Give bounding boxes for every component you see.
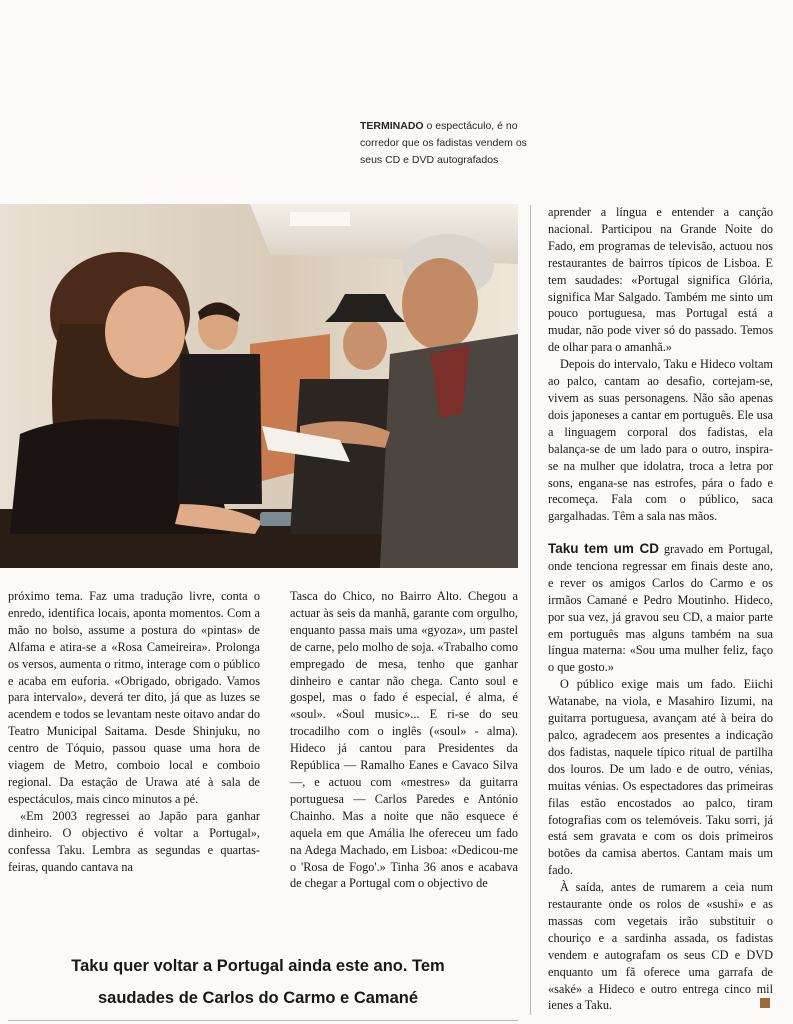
paragraph: Depois do intervalo, Taku e Hideco voltam ao palco, cantam ao desafio, cortejam-se, vivem as suas personagens. Não são apenas dois japoneses a cantar em português. Ele usa a linguagem corporal dos fadistas, ela balança-se de um lado para o outro, inspira-se na mulher que idolatra, troca a letra por sons, engana-se nas estrofes, pára o fado e recomeça. Fala com o público, saca gargalhadas. Têm a sala nas mãos.: [548, 357, 773, 524]
paragraph: O público exige mais um fado. Eiichi Watanabe, na viola, e Masahiro Iizumi, na guitarra portuguesa, avançam até à beira do palco, agradecem aos presentes a indicação dos fadistas, naquele típico ritual de partilha dos louros. De um lado e de outro, vénias, muitas vénias. Os espectadores das primeiras filas estão encostados ao palco, tiram fotografias com os telemóveis. Taku sorri, já está sem gravata e com os dois primeiros botões da camisa abertos. Cantam mais um fado.: [548, 677, 773, 878]
paragraph: próximo tema. Faz uma tradução livre, conta o enredo, identifica locais, aponta momentos. Com a mão no bolso, assume a postura do «pintas» de Alfama e atira-se a «Rosa Cameireira». Prolonga os versos, aumenta o ritmo, interage com o público e acaba em euforia. «Obrigado, obrigado. Vamos para intervalo», deverá ter dito, já que as luzes se acendem e todos se levantam neste oitavo andar do Teatro Municipal Saitama. Desde Shinjuku, no centro de Tóquio, passou quase uma hora de viagem de Metro, comboio local e comboio regional. Da estação de Urawa até à sala de espectáculos, mais cinco minutos a pé.: [8, 589, 260, 806]
article-column-right-bottom: [548, 541, 773, 1014]
paragraph: aprender a língua e entender a canção nacional. Participou na Grande Noite do Fado, em programas de televisão, actuou nos restaurantes de bairros típicos de Lisboa. E tem saudades: «Portugal significa Glória, significa Mar Salgado. Também me sinto um pouco portuguesa, mas Portugal está a mudar, não pode viver só do passado. Temos de olhar para o amanhã.»: [548, 205, 773, 355]
paragraph: À saída, antes de rumarem a ceia num restaurante onde os rolos de «sushi» e as massas com vegetais irão substituir o chouriço e a sardinha assada, os fadistas vendem e autografam os seus CD e DVD enquanto um fã oferece uma garrafa de «saké» a Hideco e outro entrega cinco mil ienes a Taku.: [548, 880, 773, 1013]
caption-text: o espectáculo, é no corredor que os fadistas vendem os seus CD e DVD autografados: [360, 120, 527, 166]
article-column-right-top: [548, 204, 773, 525]
paragraph: Tasca do Chico, no Bairro Alto. Chegou a actuar às seis da manhã, garante com orgulho, enquanto passa mais uma «gyoza», um pastel de carne, pelo molho de soja. «Trabalho como empregado de mesa, tenho que ganhar dinheiro e cantar não chega. Canto soul e gospel, mas o fado é especial, é alma, é «soul». «Soul music»... E ri-se do seu trocadilho com o inglês («soul» - alma). Hideco já cantou para Presidentes da República — Ramalho Eanes e Cavaco Silva —, e actuou com «mestres» da guitarra portuguesa — Carlos Paredes e António Chainho. Mas a noite que não esquece é aquela em que Amália lhe ofereceu um fado na Adega Machado, em Lisboa: «Dedicou-me o 'Rosa de Fogo'.» Tinha 36 anos e acabava de chegar a Portugal com o objectivo de: [290, 589, 518, 891]
paragraph: «Em 2003 regressei ao Japão para ganhar dinheiro. O objectivo é voltar a Portugal», confessa Taku. Lembra as segundas e quartas-feiras, quando cantava na: [8, 808, 260, 874]
article-column-middle: [290, 588, 518, 892]
pull-quote: [18, 950, 498, 1014]
pull-quote-line: Taku quer voltar a Portugal ainda este ano. Tem: [71, 957, 445, 975]
article-photo: [0, 204, 518, 568]
article-column-left: [8, 588, 260, 875]
pull-quote-line: saudades de Carlos do Carmo e Camané: [97, 989, 419, 1007]
paragraph: [548, 541, 773, 676]
paragraph-text: gravado em Portugal, onde tenciona regressar em finais deste ano, e rever os amigos Carlos do Carmo e os irmãos Camané e Pedro Moutinho. Hideco, por sua vez, já gravou seu CD, a maior parte em português mas alguns também na sua língua materna: «Sou uma mulher feliz, faço o que gosto.»: [548, 542, 773, 675]
column-divider: [530, 205, 531, 1015]
photo-illustration: [0, 204, 518, 568]
end-mark-icon: [760, 998, 770, 1008]
photo-caption: [360, 118, 550, 169]
caption-lead: TERMINADO: [360, 120, 424, 132]
section-runin: Taku tem um CD: [548, 541, 659, 556]
bottom-rule: [8, 1020, 518, 1021]
